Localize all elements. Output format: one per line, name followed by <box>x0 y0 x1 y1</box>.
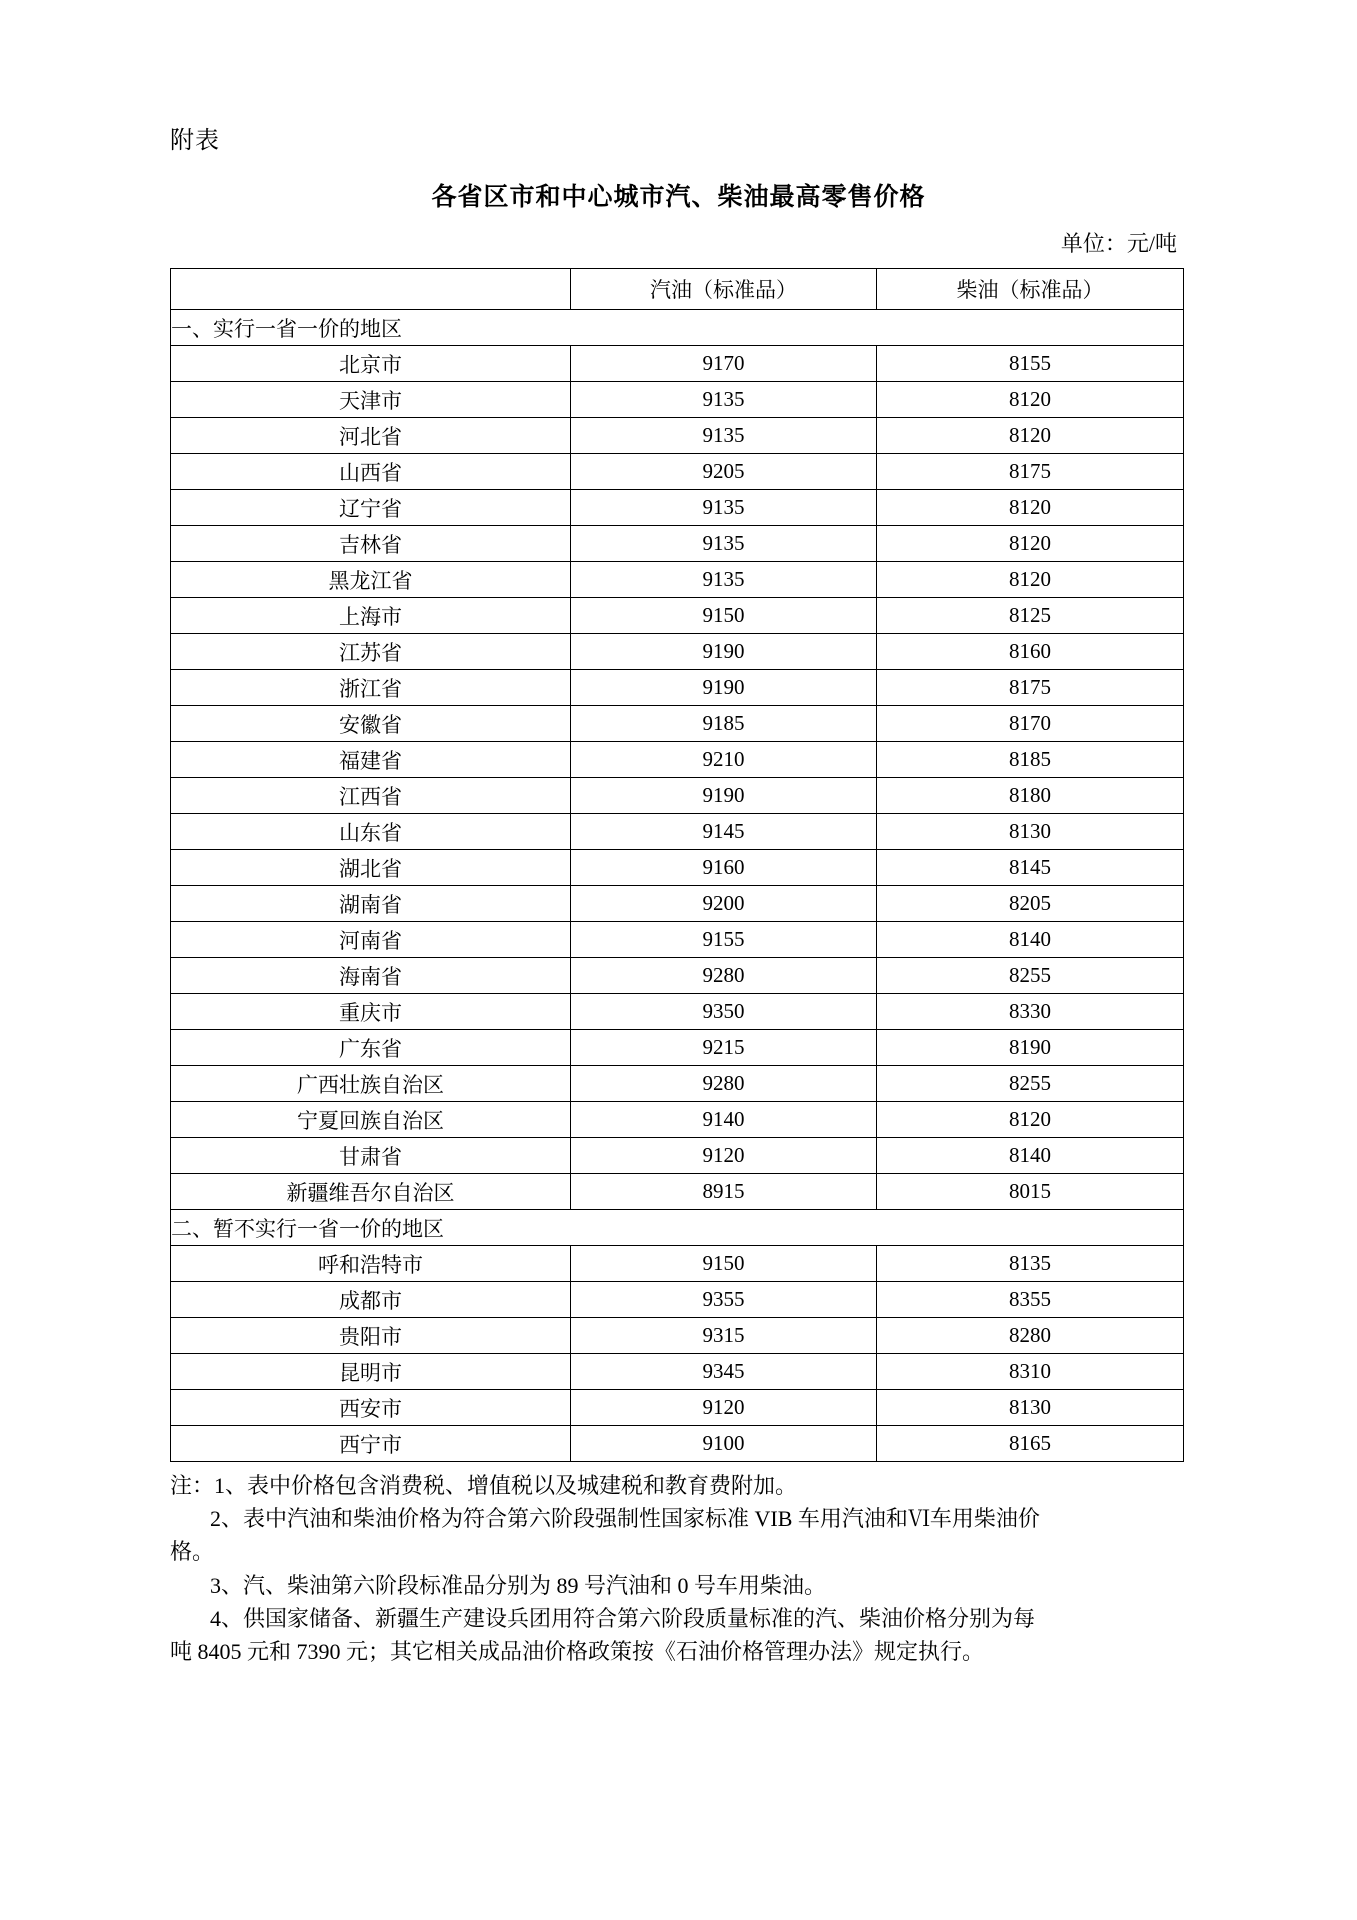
region-name: 上海市 <box>171 598 571 634</box>
diesel-price: 8330 <box>877 994 1184 1030</box>
diesel-price: 8160 <box>877 634 1184 670</box>
gasoline-price: 9210 <box>571 742 877 778</box>
region-name: 西宁市 <box>171 1426 571 1462</box>
note-2-line2: 格。 <box>170 1539 215 1565</box>
diesel-price: 8280 <box>877 1318 1184 1354</box>
diesel-price: 8155 <box>877 346 1184 382</box>
table-row <box>171 886 1184 922</box>
diesel-price: 8120 <box>877 562 1184 598</box>
gasoline-price: 9350 <box>571 994 877 1030</box>
region-name: 北京市 <box>171 346 571 382</box>
diesel-price: 8125 <box>877 598 1184 634</box>
region-name: 山东省 <box>171 814 571 850</box>
diesel-price: 8165 <box>877 1426 1184 1462</box>
diesel-price: 8135 <box>877 1246 1184 1282</box>
section-label: 一、实行一省一价的地区 <box>171 310 1184 346</box>
gasoline-price: 8915 <box>571 1174 877 1210</box>
note-3: 3、汽、柴油第六阶段标准品分别为 89 号汽油和 0 号车用柴油。 <box>210 1572 827 1598</box>
region-name: 呼和浩特市 <box>171 1246 571 1282</box>
table-row <box>171 1390 1184 1426</box>
attachment-label: 附表 <box>170 128 220 154</box>
gasoline-price: 9190 <box>571 634 877 670</box>
region-name: 成都市 <box>171 1282 571 1318</box>
table-row <box>171 1138 1184 1174</box>
gasoline-price: 9200 <box>571 886 877 922</box>
region-name: 昆明市 <box>171 1354 571 1390</box>
gasoline-price: 9215 <box>571 1030 877 1066</box>
table-row <box>171 1246 1184 1282</box>
section-header-row <box>171 1210 1184 1246</box>
gasoline-price: 9120 <box>571 1390 877 1426</box>
region-name: 甘肃省 <box>171 1138 571 1174</box>
region-name: 黑龙江省 <box>171 562 571 598</box>
table-row <box>171 1282 1184 1318</box>
region-name: 吉林省 <box>171 526 571 562</box>
gasoline-price: 9355 <box>571 1282 877 1318</box>
table-row <box>171 1354 1184 1390</box>
region-name: 浙江省 <box>171 670 571 706</box>
table-row <box>171 850 1184 886</box>
unit-label: 单位：元/吨 <box>1060 231 1177 256</box>
diesel-price: 8255 <box>877 1066 1184 1102</box>
region-name: 安徽省 <box>171 706 571 742</box>
gasoline-price: 9135 <box>571 562 877 598</box>
gasoline-price: 9150 <box>571 1246 877 1282</box>
diesel-price: 8120 <box>877 1102 1184 1138</box>
diesel-price: 8120 <box>877 526 1184 562</box>
note-4-line1: 4、供国家储备、新疆生产建设兵团用符合第六阶段质量标准的汽、柴油价格分别为每 <box>210 1605 1036 1631</box>
gasoline-price: 9135 <box>571 418 877 454</box>
notes-block <box>170 1470 1187 1667</box>
section-label: 二、暂不实行一省一价的地区 <box>171 1210 1184 1246</box>
table-row <box>171 490 1184 526</box>
diesel-price: 8175 <box>877 454 1184 490</box>
table-row <box>171 922 1184 958</box>
note-2-line1: 2、表中汽油和柴油价格为符合第六阶段强制性国家标准 VIB 车用汽油和Ⅵ车用柴油价 <box>210 1506 1040 1532</box>
region-name: 山西省 <box>171 454 571 490</box>
region-name: 广东省 <box>171 1030 571 1066</box>
diesel-price: 8255 <box>877 958 1184 994</box>
gasoline-price: 9190 <box>571 778 877 814</box>
gasoline-price: 9160 <box>571 850 877 886</box>
diesel-price: 8170 <box>877 706 1184 742</box>
diesel-price: 8190 <box>877 1030 1184 1066</box>
table-row <box>171 598 1184 634</box>
price-table <box>170 268 1184 1462</box>
page-title: 各省区市和中心城市汽、柴油最高零售价格 <box>431 183 926 211</box>
gasoline-price: 9135 <box>571 382 877 418</box>
diesel-price: 8185 <box>877 742 1184 778</box>
table-row <box>171 742 1184 778</box>
table-row <box>171 346 1184 382</box>
table-row <box>171 814 1184 850</box>
gasoline-price: 9145 <box>571 814 877 850</box>
region-name: 重庆市 <box>171 994 571 1030</box>
region-name: 江西省 <box>171 778 571 814</box>
table-row <box>171 706 1184 742</box>
region-name: 天津市 <box>171 382 571 418</box>
diesel-price: 8120 <box>877 382 1184 418</box>
diesel-price: 8175 <box>877 670 1184 706</box>
table-row <box>171 418 1184 454</box>
diesel-price: 8120 <box>877 490 1184 526</box>
gasoline-price: 9185 <box>571 706 877 742</box>
table-row <box>171 634 1184 670</box>
note-1: 注：1、表中价格包含消费税、增值税以及城建税和教育费附加。 <box>170 1473 798 1498</box>
diesel-price: 8130 <box>877 1390 1184 1426</box>
region-name: 新疆维吾尔自治区 <box>171 1174 571 1210</box>
column-header-gasoline: 汽油（标准品） <box>571 269 877 310</box>
gasoline-price: 9280 <box>571 1066 877 1102</box>
gasoline-price: 9190 <box>571 670 877 706</box>
gasoline-price: 9135 <box>571 490 877 526</box>
region-name: 广西壮族自治区 <box>171 1066 571 1102</box>
table-row <box>171 778 1184 814</box>
gasoline-price: 9280 <box>571 958 877 994</box>
region-name: 湖北省 <box>171 850 571 886</box>
table-row <box>171 1102 1184 1138</box>
diesel-price: 8015 <box>877 1174 1184 1210</box>
region-name: 海南省 <box>171 958 571 994</box>
region-name: 贵阳市 <box>171 1318 571 1354</box>
gasoline-price: 9205 <box>571 454 877 490</box>
diesel-price: 8140 <box>877 1138 1184 1174</box>
gasoline-price: 9150 <box>571 598 877 634</box>
diesel-price: 8355 <box>877 1282 1184 1318</box>
diesel-price: 8205 <box>877 886 1184 922</box>
gasoline-price: 9345 <box>571 1354 877 1390</box>
table-row <box>171 382 1184 418</box>
gasoline-price: 9155 <box>571 922 877 958</box>
table-row <box>171 958 1184 994</box>
region-name: 宁夏回族自治区 <box>171 1102 571 1138</box>
gasoline-price: 9135 <box>571 526 877 562</box>
diesel-price: 8310 <box>877 1354 1184 1390</box>
region-name: 湖南省 <box>171 886 571 922</box>
gasoline-price: 9120 <box>571 1138 877 1174</box>
region-name: 河北省 <box>171 418 571 454</box>
region-name: 福建省 <box>171 742 571 778</box>
gasoline-price: 9100 <box>571 1426 877 1462</box>
section-header-row <box>171 310 1184 346</box>
diesel-price: 8145 <box>877 850 1184 886</box>
region-name: 河南省 <box>171 922 571 958</box>
column-header-region <box>171 269 571 310</box>
region-name: 江苏省 <box>171 634 571 670</box>
table-row <box>171 670 1184 706</box>
gasoline-price: 9315 <box>571 1318 877 1354</box>
region-name: 辽宁省 <box>171 490 571 526</box>
table-row <box>171 1318 1184 1354</box>
table-row <box>171 1174 1184 1210</box>
table-row <box>171 526 1184 562</box>
table-row <box>171 562 1184 598</box>
diesel-price: 8130 <box>877 814 1184 850</box>
gasoline-price: 9140 <box>571 1102 877 1138</box>
table-row <box>171 1426 1184 1462</box>
diesel-price: 8180 <box>877 778 1184 814</box>
gasoline-price: 9170 <box>571 346 877 382</box>
diesel-price: 8120 <box>877 418 1184 454</box>
region-name: 西安市 <box>171 1390 571 1426</box>
note-4-line2: 吨 8405 元和 7390 元；其它相关成品油价格政策按《石油价格管理办法》规定执行。 <box>170 1639 985 1665</box>
table-header-row <box>171 269 1184 310</box>
table-row <box>171 994 1184 1030</box>
diesel-price: 8140 <box>877 922 1184 958</box>
table-row <box>171 454 1184 490</box>
table-row <box>171 1066 1184 1102</box>
column-header-diesel: 柴油（标准品） <box>877 269 1184 310</box>
table-row <box>171 1030 1184 1066</box>
